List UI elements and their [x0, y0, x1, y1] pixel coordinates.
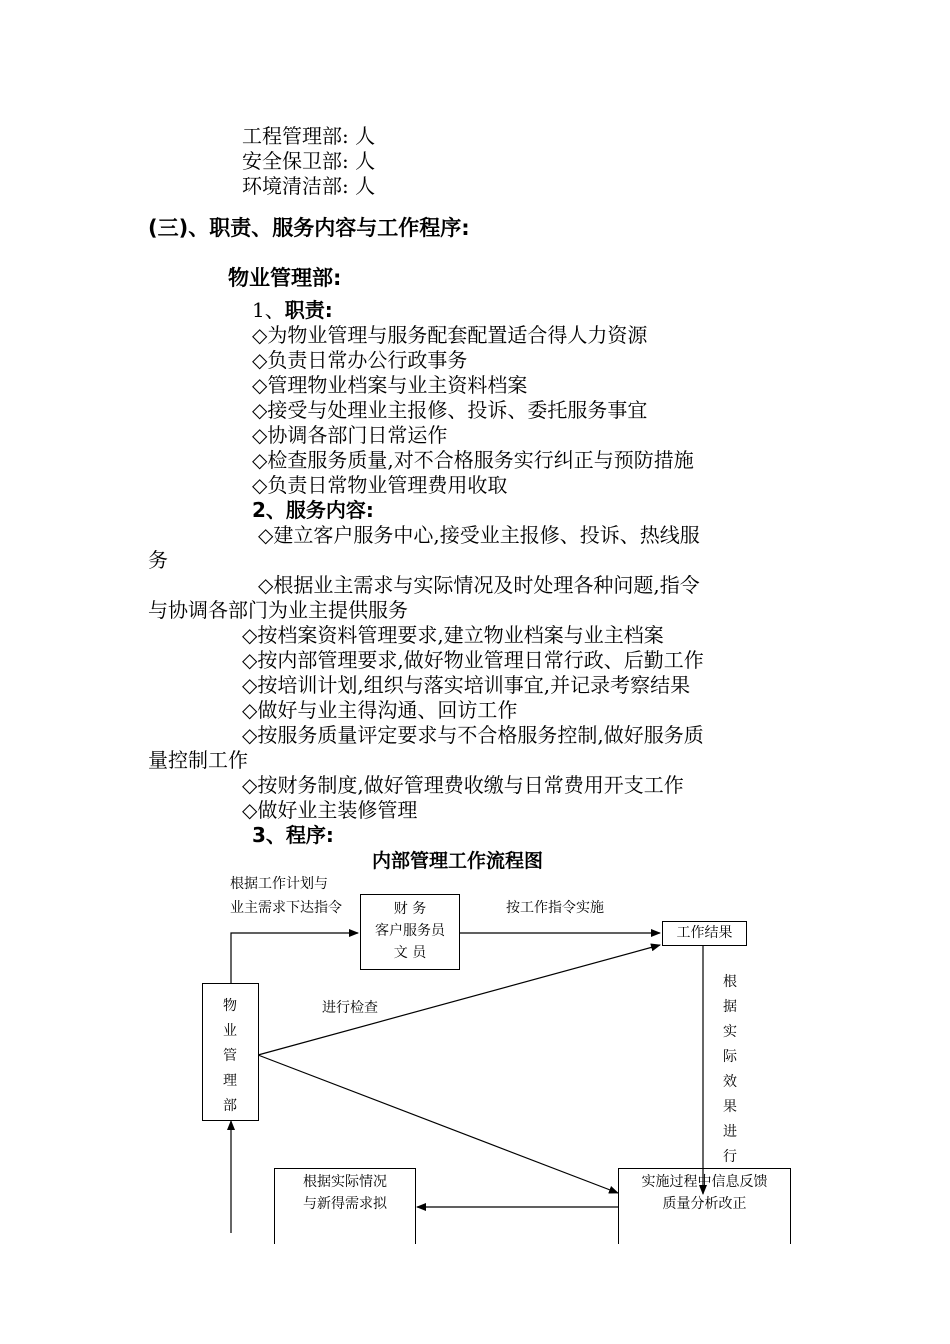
box-new-line: 与新得需求拟	[303, 1196, 387, 1212]
label-plan-line1: 根据工作计划与	[230, 876, 328, 892]
box-feedback-line: 质量分析改正	[662, 1196, 747, 1212]
staff-line-engineering: 工程管理部: 人	[242, 124, 376, 148]
flowchart-title: 内部管理工作流程图	[372, 850, 544, 872]
service-item: ◇按财务制度,做好管理费收缴与日常费用开支工作	[242, 773, 684, 797]
box-result: 工作结果	[662, 921, 747, 946]
service-item: ◇根据业主需求与实际情况及时处理各种问题,指令	[258, 573, 700, 597]
service-item: ◇按内部管理要求,做好物业管理日常行政、后勤工作	[242, 648, 704, 672]
label-check: 进行检查	[322, 1000, 378, 1016]
label-execute: 按工作指令实施	[506, 900, 604, 916]
label-vertical-effect: 根据实际效果进行	[723, 974, 737, 1165]
duties-heading-text: 职责:	[284, 298, 333, 322]
service-item: ◇按服务质量评定要求与不合格服务控制,做好服务质	[242, 723, 704, 747]
service-item-continued: 与协调各部门为业主提供服务	[148, 598, 408, 622]
service-item: ◇按档案资料管理要求,建立物业档案与业主档案	[242, 623, 664, 647]
box-dept	[202, 983, 259, 1121]
duty-item: ◇检查服务质量,对不合格服务实行纠正与预防措施	[252, 448, 694, 472]
box-staff-line: 客户服务员	[375, 923, 445, 939]
duty-item: ◇协调各部门日常运作	[252, 423, 448, 447]
duty-item: ◇负责日常物业管理费用收取	[252, 473, 508, 497]
service-item: ◇做好业主装修管理	[242, 798, 418, 822]
duty-item: ◇管理物业档案与业主资料档案	[252, 373, 528, 397]
service-item: ◇做好与业主得沟通、回访工作	[242, 698, 518, 722]
box-feedback	[618, 1168, 791, 1244]
box-dept-label: 物业管理部	[223, 998, 237, 1114]
box-staff	[360, 894, 460, 970]
duty-item: ◇为物业管理与服务配套配置适合得人力资源	[252, 323, 648, 347]
service-item-continued: 量控制工作	[148, 748, 248, 772]
services-heading: 2、服务内容:	[252, 498, 374, 522]
dept-heading: 物业管理部:	[228, 266, 342, 290]
label-plan-line2: 业主需求下达指令	[230, 900, 342, 916]
box-new-needs	[274, 1168, 416, 1244]
staff-line-cleaning: 环境清洁部: 人	[242, 174, 376, 198]
service-item: ◇建立客户服务中心,接受业主报修、投诉、热线服	[258, 523, 700, 547]
section-heading: (三)、职责、服务内容与工作程序:	[148, 216, 470, 240]
duty-item: ◇负责日常办公行政事务	[252, 348, 468, 372]
box-feedback-line: 实施过程中信息反馈	[641, 1174, 768, 1190]
arrow-dept-to-staff	[231, 933, 358, 983]
box-staff-line: 文 员	[393, 945, 427, 961]
duty-item: ◇接受与处理业主报修、投诉、委托服务事宜	[252, 398, 648, 422]
duties-heading-num: 1、	[252, 298, 285, 322]
service-item: ◇按培训计划,组织与落实培训事宜,并记录考察结果	[242, 673, 691, 697]
procedure-heading: 3、程序:	[252, 823, 334, 847]
staff-line-security: 安全保卫部: 人	[242, 149, 376, 173]
box-new-line: 根据实际情况	[303, 1174, 387, 1190]
box-staff-line: 财 务	[393, 901, 427, 917]
service-item-continued: 务	[148, 548, 168, 572]
